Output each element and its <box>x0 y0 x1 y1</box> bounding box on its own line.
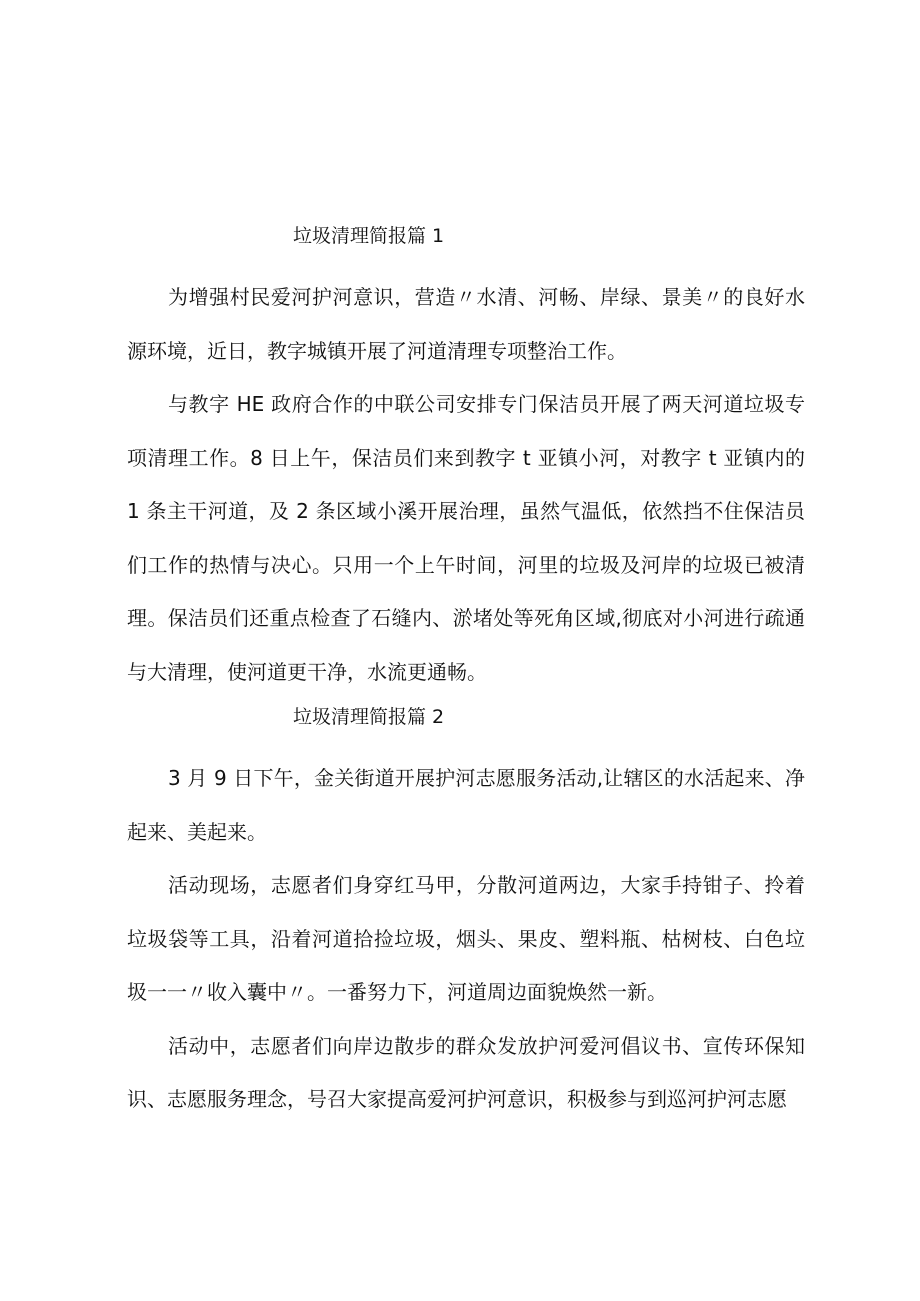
document-body <box>127 218 805 1127</box>
section-1-paragraph-1: 为增强村民爱河护河意识，营造〃水清、河畅、岸绿、景美〃的良好水源环境，近日，教字城镇开展了河道清理专项整治工作。 <box>127 285 805 363</box>
section-1-heading: 垃圾清理简报篇 1 <box>293 225 445 247</box>
section-2-paragraph-1: 3 月 9 日下午，金关街道开展护河志愿服务活动,让辖区的水活起来、净起来、美起来。 <box>127 766 805 844</box>
section-2-paragraph-3: 活动中，志愿者们向岸边散步的群众发放护河爱河倡议书、宣传环保知识、志愿服务理念，号召大家提高爱河护河意识，积极参与到巡河护河志愿 <box>127 1033 805 1111</box>
section-2-heading: 垃圾清理简报篇 2 <box>293 706 445 728</box>
section-2-paragraph-2: 活动现场，志愿者们身穿红马甲，分散河道两边，大家手持钳子、拎着垃圾袋等工具，沿着河道拾捡垃圾，烟头、果皮、塑料瓶、枯树枝、白色垃圾一一〃收入囊中〃。一番努力下，河道周边面貌焕然一新。 <box>127 873 805 1004</box>
section-1-paragraph-2: 与教字 HE 政府合作的中联公司安排专门保洁员开展了两天河道垃圾专项清理工作。8 日上午，保洁员们来到教字 t 亚镇小河，对教字 t 亚镇内的 1 条主干河道，及 2 条区域小溪开展治理，虽然气温低，依然挡不住保洁员们工作的热情与决心。只用一个上午时间，河里的垃圾及河岸的垃圾已被清理。保洁员们还重点检查了石缝内、淤堵处等死角区域,彻底对小河进行疏通与大清理，使河道更干净，水流更通畅。 <box>127 392 805 684</box>
